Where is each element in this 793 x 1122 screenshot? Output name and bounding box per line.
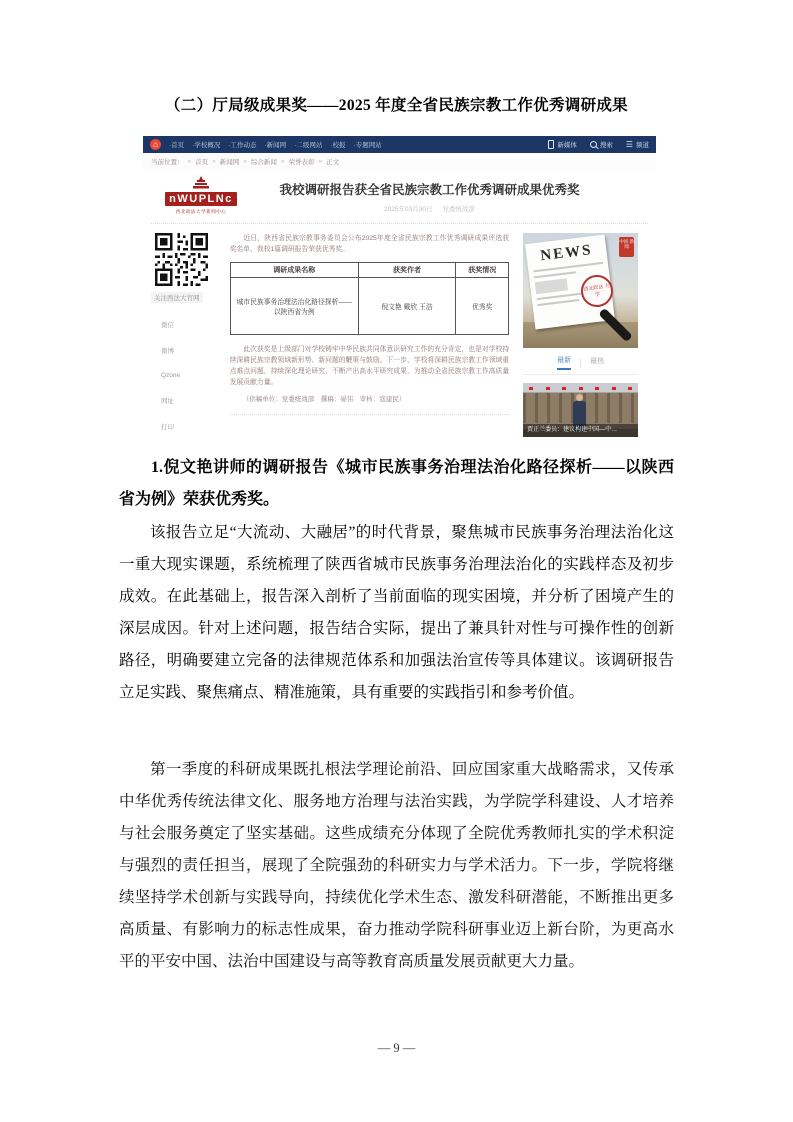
qr-code [155, 233, 208, 286]
article-main-column [230, 233, 517, 437]
share-qzone-button[interactable]: Qzone [161, 372, 181, 379]
breadcrumb [143, 153, 656, 169]
cell-result-name: 城市民族事务治理法治化路径探析——以陕西省为例 [230, 278, 358, 335]
nav-link-special[interactable]: ·专题网站 [353, 142, 382, 149]
article-meta [251, 204, 608, 213]
share-weibo-button[interactable]: 微博 [161, 348, 174, 355]
newspaper-line [538, 299, 580, 306]
article-intro: 近日，陕西省民族宗教事务委员会公布2025年度全省民族宗教工作优秀调研成果评选获奖名单，我校1篇调研报告荣获优秀奖。 [229, 235, 510, 253]
breadcrumb-separator: » [243, 157, 247, 165]
menu-icon: ☰ [625, 139, 633, 149]
china-news-seal-icon: 中国 新闻 [619, 237, 634, 257]
site-nav-bar [143, 136, 656, 153]
search-label: 搜索 [599, 142, 613, 149]
sidebar [517, 233, 656, 437]
tab-latest[interactable]: 最新 [557, 355, 571, 370]
print-button[interactable]: 打印 [161, 424, 174, 431]
breadcrumb-item-current: 正文 [326, 158, 340, 166]
breadcrumb-separator: » [187, 157, 192, 165]
award-table-header-row [230, 263, 508, 278]
share-url-button[interactable]: 网址 [161, 398, 174, 405]
university-seal-icon: 西北政法 大学 [579, 273, 615, 309]
breadcrumb-item-home[interactable]: 首页 [195, 158, 209, 166]
breadcrumb-item-general[interactable]: 综合新闻 [250, 158, 277, 166]
newspaper-line [534, 271, 576, 278]
tab-hottest[interactable]: 最热 [590, 358, 605, 365]
flag-icon [529, 387, 533, 390]
flag-icon [612, 387, 616, 390]
newspaper-block [535, 278, 568, 294]
flag-row [529, 387, 632, 390]
tab-divider [580, 359, 581, 367]
article-body-text: 此次获奖是上级部门对学校铸牢中华民族共同体意识研究工作的充分肯定，也是对学校持续深耕民族宗教领域新形势、新问题的鞭策与鼓励。下一步，学校将深耕民族宗教工作领域重点难点问题，持续深化理论研究，不断产出高水平研究成果，为推动全省民族宗教工作高质量发展贡献力量。 [229, 346, 510, 386]
body-paragraph-conclusion: 第一季度的科研成果既扎根法学理论前沿、回应国家重大战略需求，又传承中华优秀传统法律文化、服务地方治理与法治实践，为学院学科建设、人才培养与社会服务奠定了坚实基础。这些成绩充分体现了全院优秀教师扎实的学术积淀与强烈的责任担当，展现了全院强劲的科研实力与学术活力。下一步，学院将继续坚持学术创新与实践导向，持续优化学术生态、激发科研潜能，不断推出更多高质量、有影响力的标志性成果，奋力推动学院科研事业迈上新台阶，为更高水平的平安中国、法治中国建设与高等教育高质量发展贡献更大力量。 [119, 761, 674, 970]
breadcrumb-separator: » [212, 157, 216, 165]
breadcrumb-separator: » [318, 157, 323, 165]
flag-icon [562, 387, 566, 390]
nav-link-home[interactable]: ·首页 [169, 142, 185, 149]
news-word-label: NEWS [539, 242, 594, 265]
flag-icon [579, 387, 583, 390]
logo-tagline: 西北政法大学新闻中心 [175, 209, 227, 214]
flag-icon [595, 387, 599, 390]
photo-caption: 贾正兰委员：建议构建中国—中… [523, 424, 638, 437]
search-button[interactable] [590, 140, 613, 149]
award-table [230, 262, 509, 335]
breadcrumb-label: 当前位置： [151, 158, 184, 166]
breadcrumb-separator: » [280, 157, 285, 165]
qr-caption: 关注西法大官网 [151, 292, 203, 303]
page-number: — 9 — [377, 1041, 416, 1055]
col-header-award: 获奖情况 [456, 263, 509, 278]
col-header-result-name: 调研成果名称 [230, 263, 358, 278]
home-icon[interactable]: ⌂ [150, 139, 161, 150]
site-logo[interactable] [151, 174, 251, 215]
flag-icon [546, 387, 550, 390]
article-header [143, 169, 656, 217]
pagoda-icon [190, 176, 212, 189]
flag-icon [628, 387, 632, 390]
nav-link-overview[interactable]: ·学校概况 [192, 142, 221, 149]
breadcrumb-item-honor[interactable]: 荣誉表彰 [288, 158, 315, 166]
logo-acronym: nWUPLNc [165, 192, 237, 206]
new-media-button[interactable] [548, 140, 577, 149]
phone-icon [548, 140, 554, 149]
article-title-block [251, 174, 648, 213]
cell-authors: 倪文艳 戴欣 王浩 [358, 278, 455, 335]
article-byline: （供稿单位：党委统战部 撰稿：晏伟 审核：寇建民） [242, 396, 406, 403]
sidebar-tabs [523, 355, 638, 375]
article-title: 我校调研报告获全省民族宗教工作优秀调研成果优秀奖 [279, 183, 580, 197]
nav-link-paper[interactable]: ·校报 [330, 142, 346, 149]
nav-right-tools [548, 140, 649, 149]
article-date: 2025年03月30日 [384, 206, 433, 213]
table-row [230, 278, 508, 335]
body-paragraph-report-summary: 该报告立足“大流动、大融居”的时代背景，聚焦城市民族事务治理法治化这一重大现实课题，系统梳理了陕西省城市民族事务治理法治化的实践样态及初步成效。在此基础上，报告深入剖析了当前面临的现实困境，并分析了困境产生的深层成因。针对上述问题，报告结合实际，提出了兼具针对性与可操作性的创新路径，明确要建立完备的法律规范体系和加强法治宣传等具体建议。该调研报告立足实践、聚焦痛点、精准施策，具有重要的实践指引和参考价值。 [119, 524, 674, 701]
cell-award: 优秀奖 [456, 278, 509, 335]
search-icon [590, 141, 597, 148]
article-bottom-divider [230, 414, 509, 415]
channel-label: 频道 [636, 142, 649, 149]
body-paragraph-award: 1.倪文艳讲师的调研报告《城市民族事务治理法治化路径探析——以陕西省为例》荣获优秀奖。 [119, 459, 674, 508]
share-rail [151, 233, 230, 437]
share-wechat-button[interactable]: 微信 [161, 322, 174, 329]
nav-link-subsites[interactable]: ·二级网站 [294, 142, 323, 149]
article-content [143, 224, 656, 437]
nav-link-work[interactable]: ·工作动态 [228, 142, 257, 149]
article-department: 党委统战部 [442, 206, 475, 213]
doc-heading: （二）厅局级成果奖——2025 年度全省民族宗教工作优秀调研成果 [165, 97, 628, 114]
new-media-label: 新媒体 [557, 142, 577, 149]
sidebar-news-photo[interactable] [523, 383, 638, 437]
webpage-screenshot [143, 136, 656, 437]
breadcrumb-item-news[interactable]: 新闻网 [219, 158, 240, 166]
news-thumbnail-image[interactable] [523, 233, 638, 348]
channel-button[interactable] [626, 140, 649, 149]
col-header-authors: 获奖作者 [358, 263, 455, 278]
nav-link-news[interactable]: ·新闻网 [264, 142, 287, 149]
